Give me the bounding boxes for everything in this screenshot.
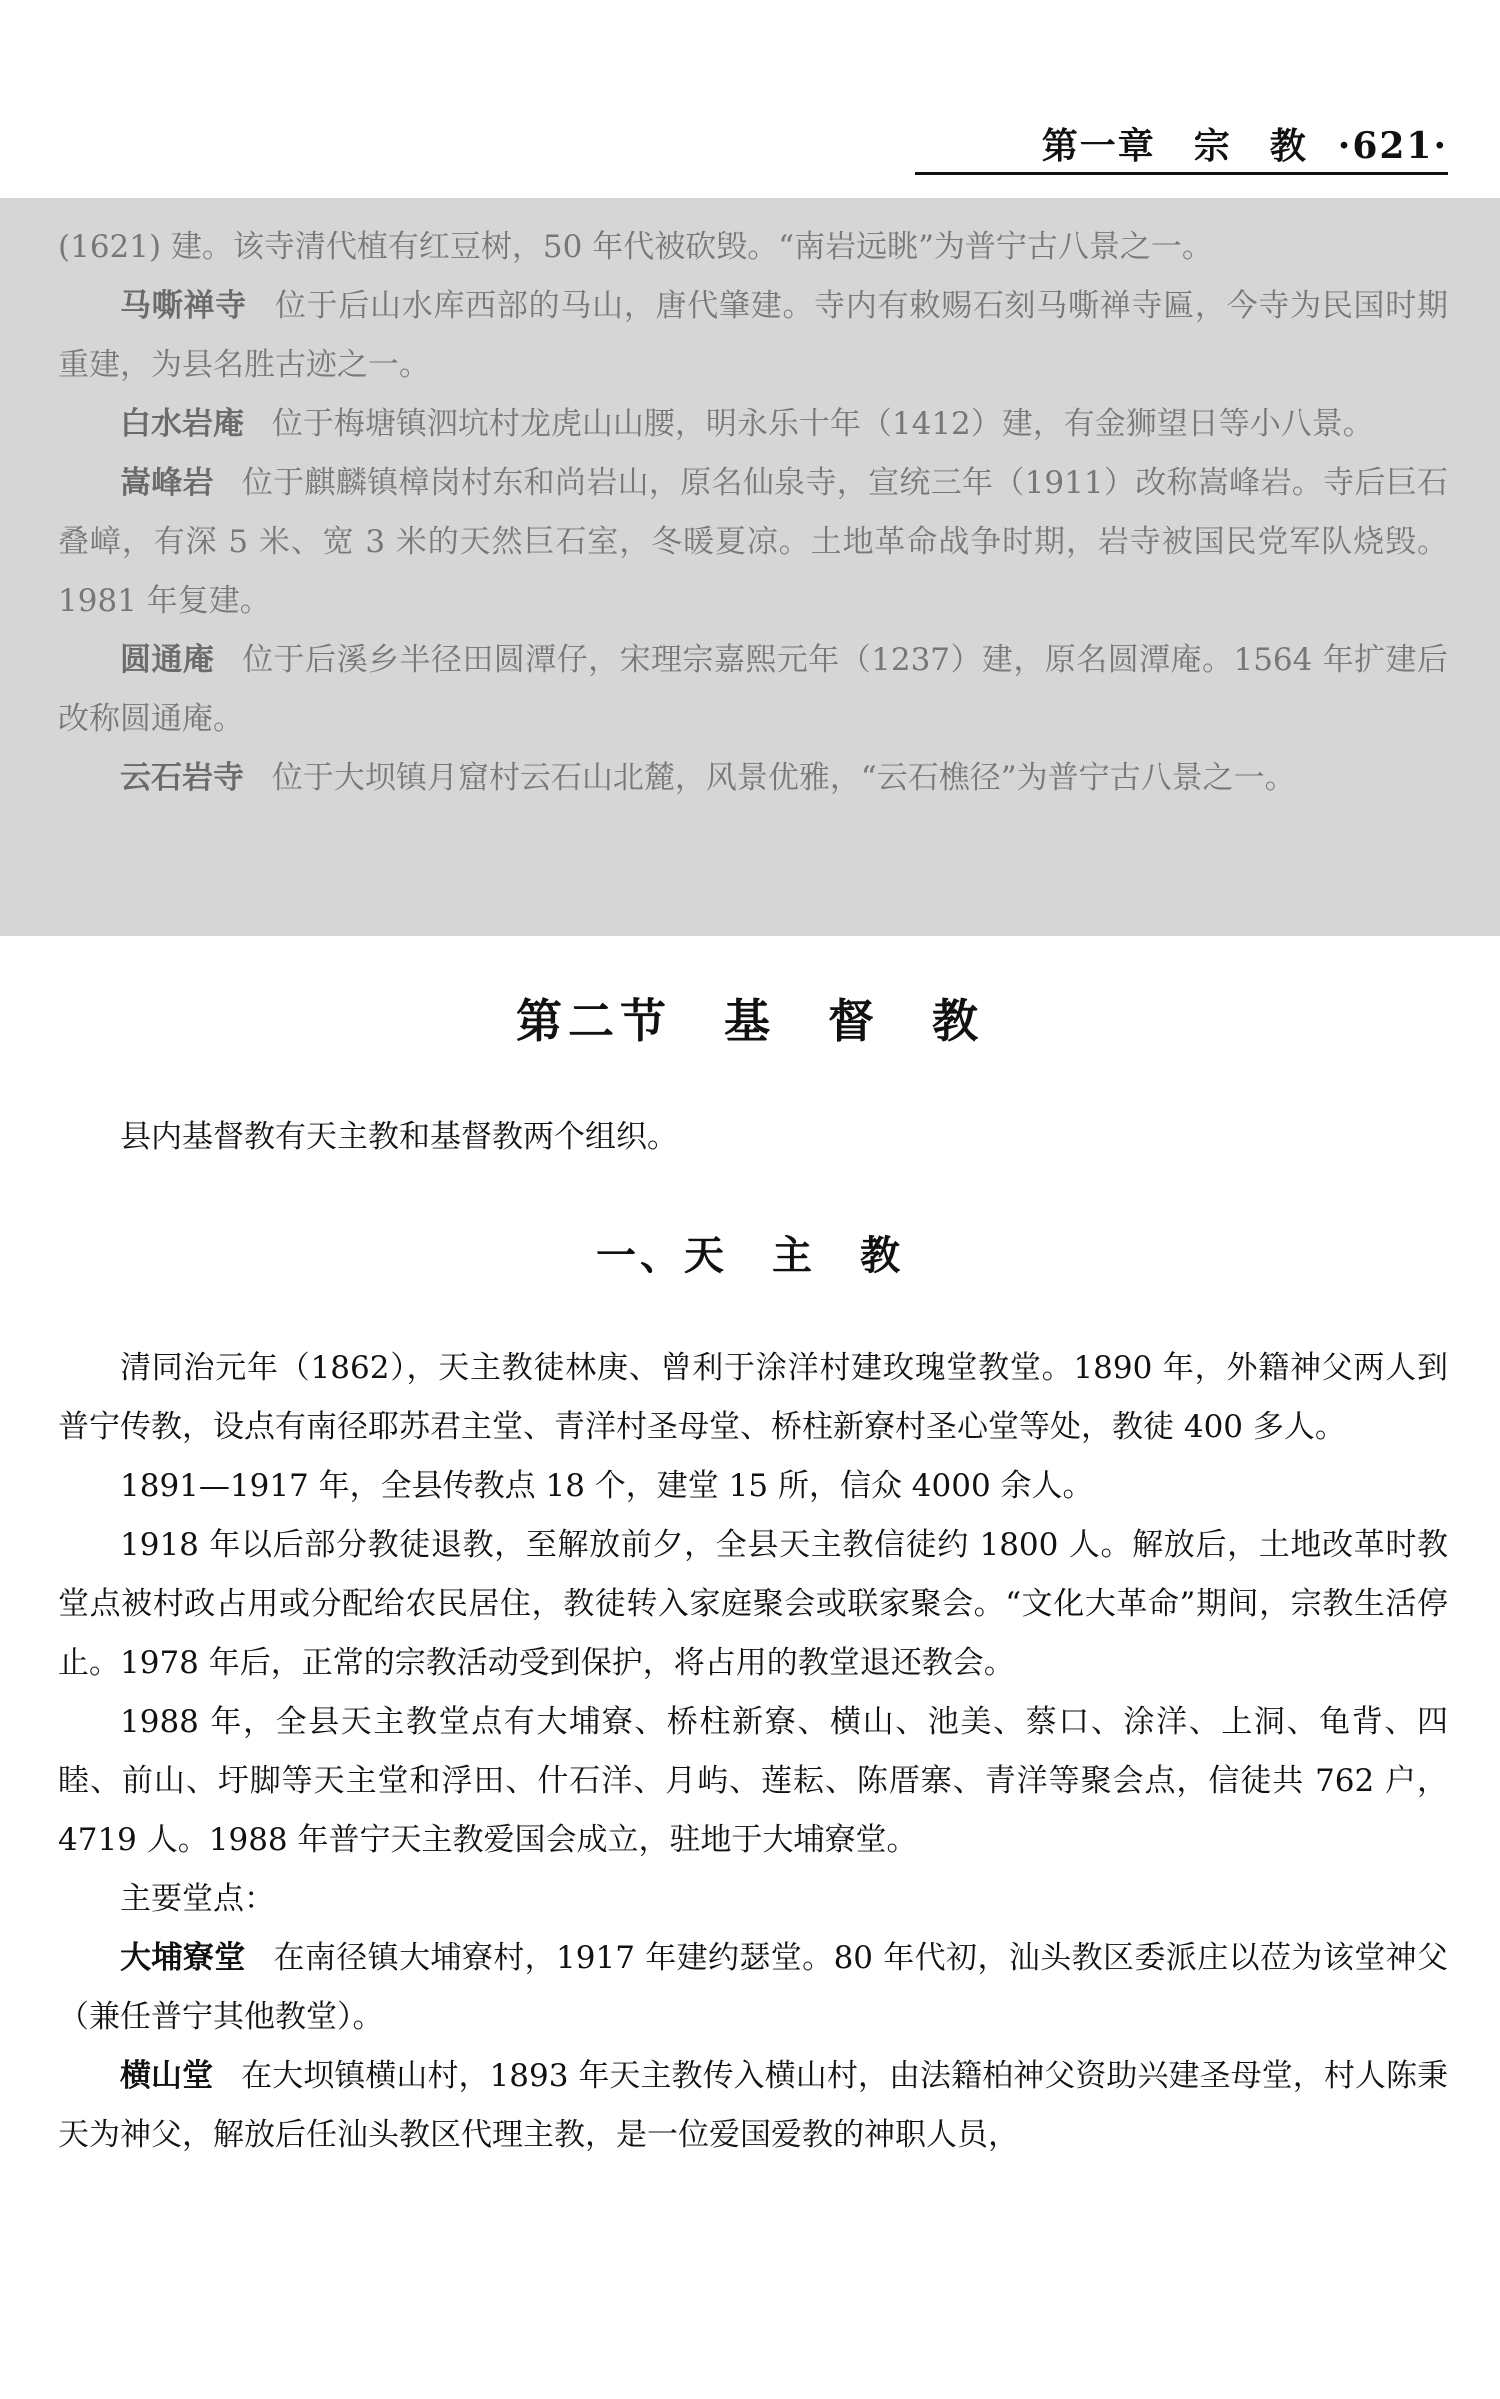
page-header xyxy=(0,118,1448,178)
catholicism-body xyxy=(58,1339,1448,2165)
header-rule xyxy=(915,172,1448,175)
body-paragraph: 1988 年，全县天主教堂点有大埔寮、桥柱新寮、横山、池美、蔡口、涂洋、上洞、龟背、四睦、前山、圩脚等天主堂和浮田、什石洋、月屿、莲耘、陈厝寨、青洋等聚会点，信徒共 762 户，4719 人。1988 年普宁天主教爱国会成立，驻地于大埔寮堂。 xyxy=(58,1704,1448,1858)
body-paragraph: 清同治元年（1862），天主教徒林庚、曾利于涂洋村建玫瑰堂教堂。1890 年，外籍神父两人到普宁传教，设点有南径耶苏君主堂、青洋村圣母堂、桥柱新寮村圣心堂等处，教徒 400 多人。 xyxy=(58,1350,1448,1445)
entry-text: 在南径镇大埔寮村，1917 年建约瑟堂。80 年代初，汕头教区委派庄以莅为该堂神父（兼任普宁其他教堂）。 xyxy=(58,1940,1449,2035)
entry-term: 横山堂 xyxy=(120,2058,214,2094)
church-entry xyxy=(58,2047,1448,2165)
church-entry xyxy=(58,1929,1448,2047)
previous-section-excerpt xyxy=(0,198,1500,936)
entry-term: 大埔寮堂 xyxy=(120,1940,246,1976)
body-paragraph: 1891—1917 年，全县传教点 18 个，建堂 15 所，信众 4000 余人。 xyxy=(120,1468,1094,1504)
temple-entry xyxy=(58,277,1448,395)
entry-text: 位于后溪乡半径田圆潭仔，宋理宗嘉熙元年（1237）建，原名圆潭庵。1564 年扩建后改称圆通庵。 xyxy=(58,642,1449,737)
lead-paragraph: (1621) 建。该寺清代植有红豆树，50 年代被砍毁。“南岩远眺”为普宁古八景之一。 xyxy=(58,229,1213,265)
section-intro-block xyxy=(58,1108,1448,1167)
temple-entry xyxy=(58,395,1448,454)
entry-term: 白水岩庵 xyxy=(120,406,244,442)
section-intro: 县内基督教有天主教和基督教两个组织。 xyxy=(120,1119,678,1155)
entry-text: 位于麒麟镇樟岗村东和尚岩山，原名仙泉寺，宣统三年（1911）改称嵩峰岩。寺后巨石叠嶂，有深 5 米、宽 3 米的天然巨石室，冬暖夏凉。土地革命战争时期，岩寺被国民党军队烧毁。1981 年复建。 xyxy=(58,465,1449,619)
entry-text: 位于大坝镇月窟村云石山北麓，风景优雅，“云石樵径”为普宁古八景之一。 xyxy=(271,760,1296,796)
entry-term: 云石岩寺 xyxy=(120,760,244,796)
temple-entry xyxy=(58,454,1448,631)
temple-entry xyxy=(58,631,1448,749)
body-paragraph: 主要堂点： xyxy=(120,1881,275,1917)
entry-text: 位于后山水库西部的马山，唐代肇建。寺内有敕赐石刻马嘶禅寺匾，今寺为民国时期重建，为县名胜古迹之一。 xyxy=(58,288,1449,383)
chapter-title: 第一章 宗 教 xyxy=(1041,126,1308,167)
section-title: 第二节 基 督 教 xyxy=(516,994,984,1048)
entry-text: 在大坝镇横山村，1893 年天主教传入横山村，由法籍柏神父资助兴建圣母堂，村人陈秉天为神父，解放后任汕头教区代理主教，是一位爱国爱教的神职人员， xyxy=(58,2058,1448,2153)
page-number: ·621· xyxy=(1337,125,1448,167)
entry-term: 嵩峰岩 xyxy=(120,465,214,501)
entry-term: 马嘶禅寺 xyxy=(120,288,247,324)
subsection-title: 一、天 主 教 xyxy=(596,1232,904,1279)
entry-term: 圆通庵 xyxy=(120,642,215,678)
body-paragraph: 1918 年以后部分教徒退教，至解放前夕，全县天主教信徒约 1800 人。解放后，土地改革时教堂点被村政占用或分配给农民居住，教徒转入家庭聚会或联家聚会。“文化大革命”期间，宗教生活停止。1978 年后，正常的宗教活动受到保护，将占用的教堂退还教会。 xyxy=(58,1527,1448,1681)
temple-entry xyxy=(58,749,1448,808)
entry-text: 位于梅塘镇泗坑村龙虎山山腰，明永乐十年（1412）建，有金狮望日等小八景。 xyxy=(271,406,1374,442)
